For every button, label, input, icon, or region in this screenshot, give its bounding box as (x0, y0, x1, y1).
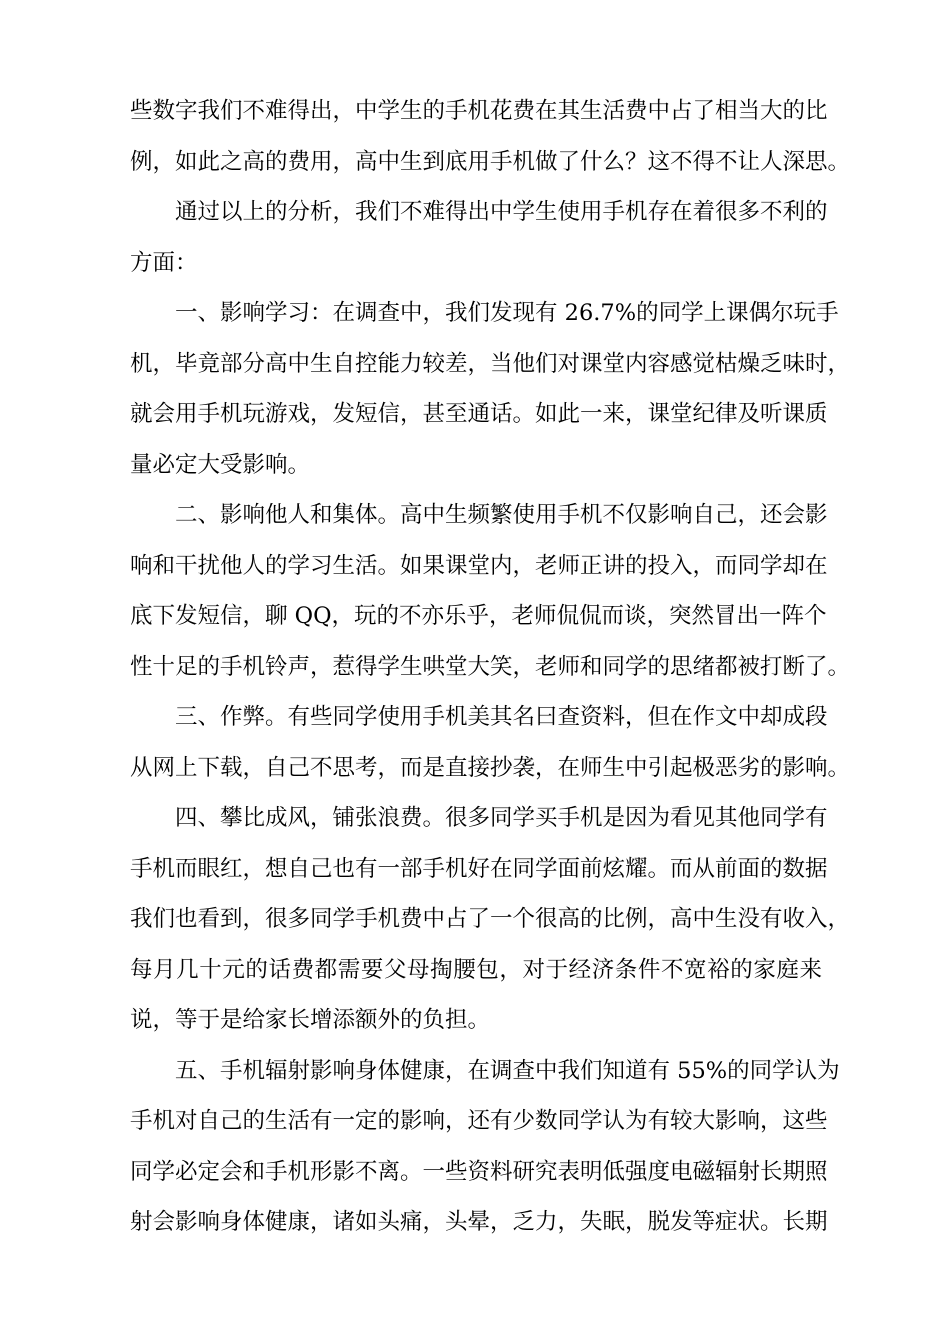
text-line: 例，如此之高的费用，高中生到底用手机做了什么？这不得不让人深思。 (130, 148, 851, 175)
text-line: 性十足的手机铃声，惹得学生哄堂大笑，老师和同学的思绪都被打断了。 (130, 653, 851, 680)
text-line: 机，毕竟部分高中生自控能力较差，当他们对课堂内容感觉枯燥乏味时， (130, 350, 851, 377)
text-line: 就会用手机玩游戏，发短信，甚至通话。如此一来，课堂纪律及听课质 (130, 401, 828, 427)
text-line: 射会影响身体健康，诸如头痛，头晕，乏力，失眠，脱发等症状。长期 (130, 1209, 828, 1235)
text-line: 响和干扰他人的学习生活。如果课堂内，老师正讲的投入，而同学却在 (130, 552, 828, 579)
text-line: 我们也看到，很多同学手机费中占了一个很高的比例，高中生没有收入， (130, 906, 851, 932)
text-line: 量必定大受影响。 (130, 451, 311, 478)
text-line: 底下发短信，聊 QQ，玩的不亦乐乎，老师侃侃而谈，突然冒出一阵个 (130, 603, 827, 629)
text-line: 方面： (130, 249, 198, 276)
text-line: 从网上下载，自己不思考，而是直接抄袭，在师生中引起极恶劣的影响。 (130, 754, 851, 781)
text-line: 手机而眼红，想自己也有一部手机好在同学面前炫耀。而从前面的数据 (130, 855, 828, 882)
paragraph-start-line: 三、作弊。有些同学使用手机美其名曰查资料，但在作文中却成段 (175, 704, 828, 730)
text-line: 些数字我们不难得出，中学生的手机花费在其生活费中占了相当大的比 (130, 98, 828, 124)
paragraph-start-line: 通过以上的分析，我们不难得出中学生使用手机存在着很多不利的 (175, 199, 828, 225)
paragraph-start-line: 一、影响学习：在调查中，我们发现有 26.7%的同学上课偶尔玩手 (175, 300, 839, 326)
paragraph-start-line: 四、攀比成风，铺张浪费。很多同学买手机是因为看见其他同学有 (175, 805, 828, 831)
text-line: 说，等于是给家长增添额外的负担。 (130, 1007, 491, 1033)
paragraph-start-line: 五、手机辐射影响身体健康，在调查中我们知道有 55%的同学认为 (175, 1057, 840, 1084)
text-line: 每月几十元的话费都需要父母掏腰包，对于经济条件不宽裕的家庭来 (130, 956, 822, 983)
text-line: 同学必定会和手机形影不离。一些资料研究表明低强度电磁辐射长期照 (130, 1158, 828, 1185)
paragraph-start-line: 二、影响他人和集体。高中生频繁使用手机不仅影响自己，还会影 (175, 502, 828, 528)
body-text (130, 86, 851, 1248)
text-line: 手机对自己的生活有一定的影响，还有少数同学认为有较大影响，这些 (130, 1108, 828, 1134)
